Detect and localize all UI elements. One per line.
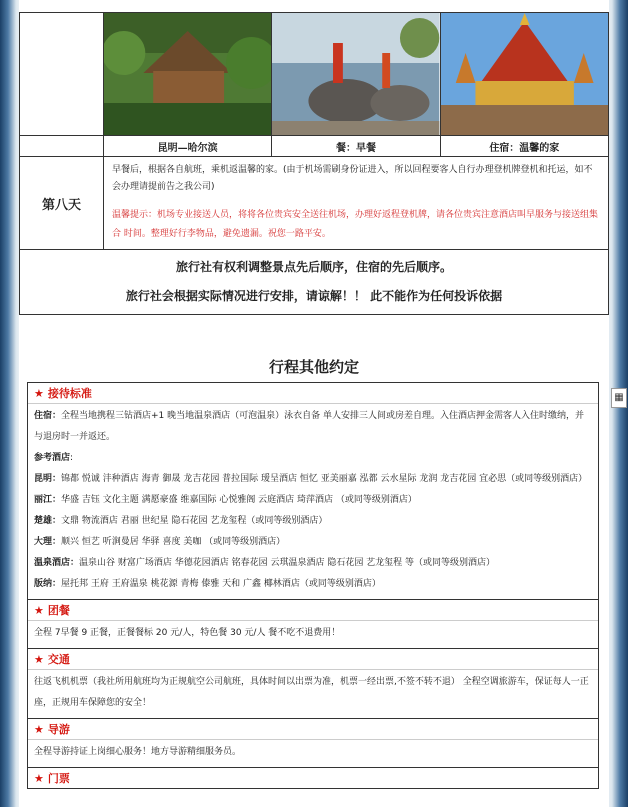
section-title: 团餐 [47,604,70,617]
term-line: 丽江：华盛 吉钰 文化主题 满愿豪盛 维嘉国际 心悦雅阁 云庭酒店 琦萍酒店 （或同等级别酒店） [34,495,417,505]
section-reception-standard [28,383,598,600]
document-page [19,0,609,807]
terms-heading: 行程其他约定 [268,358,359,376]
lodging-label: 住宿：温馨的家 [489,142,560,154]
day-detail [104,157,608,249]
term-line: 全程导游持证上岗细心服务！地方导游精细服务员。 [34,747,242,757]
notice-row [20,250,608,314]
section-title: 接待标准 [47,387,92,400]
star-icon: ★ [34,386,44,400]
section-tickets [28,768,598,788]
term-line: 楚雄：文鼎 物流酒店 君丽 世纪星 隐石花园 艺龙玺程（或同等级别酒店） [34,516,328,526]
notice-block [20,250,608,314]
term-line: 温泉酒店：温泉山谷 财富广场酒店 华德花园酒店 铭春花园 云琪温泉酒店 隐石花园 艺龙玺程 等（或同等级别酒店） [34,558,496,568]
section-group-meals [28,600,598,649]
section-title: 门票 [47,772,70,785]
meals-label: 餐：早餐 [272,136,440,156]
blank-cell [20,13,104,135]
section-title: 交通 [47,653,70,666]
info-row [20,136,608,157]
term-line: 大理：顺兴 恒艺 听涧曼居 华驿 喜度 美咖 （或同等级别酒店） [34,537,286,547]
notice-2: 旅行社会根据实际情况进行安排，请谅解！！ 此不能作为任何投诉依据 [125,289,503,303]
term-line: 参考酒店: [34,453,74,463]
qr-code-icon[interactable]: ▦ [611,388,627,408]
thai-house-photo [104,13,272,135]
warm-tip: 温馨提示：机场专业接送人员，将将各位贵宾安全送往机场，办理好返程登机牌，请各位贵宾注意酒店叫早服务与接送组集合 时间。整理好行李物品，避免遗漏。祝您一路平安。 [112,210,599,239]
term-line: 昆明：锦都 悦诚 沣种酒店 海青 御晟 龙吉花园 普拉国际 瑷呈酒店 恒忆 亚美丽嘉 泓都 云水星际 龙润 龙吉花园 宜必思（或同等级别酒店） [34,474,588,484]
elephant-show-photo [272,13,440,135]
day-row [20,157,608,250]
day-schedule-table [19,12,609,315]
section-guide [28,719,598,768]
star-icon: ★ [34,771,44,785]
star-icon: ★ [34,652,44,666]
star-icon: ★ [34,603,44,617]
term-line: 版纳：屋托邦 王府 王府温泉 桃花源 青梅 傣雅 天和 广鑫 椰林酒店（或同等级别酒店） [34,579,381,589]
section-transport [28,649,598,719]
section-title: 导游 [47,723,70,736]
day-label: 第八天 [20,157,104,249]
term-line: 往返飞机机票（我社所用航班均为正规航空公司航班，具体时间以出票为准，机票一经出票,不签不转不退） 全程空调旅游车，保证每人一正座，正规用车保障您的安全！ [34,677,589,708]
notice-1: 旅行社有权利调整景点先后顺序，住宿的先后顺序。 [175,260,452,274]
term-line: 全程 7早餐 9 正餐，正餐餐标 20 元/人，特色餐 30 元/人 餐不吃不退费用！ [34,628,341,638]
photo-row [20,13,608,136]
route-label: 昆明—哈尔滨 [104,136,272,156]
term-line: 住宿：全程当地携程三钻酒店+1 晚当地温泉酒店（可泡温泉）泳衣自备 单人安排三人间或房差自理。入住酒店押金需客人入住时缴纳，并与退房时一并返还。 [34,411,585,442]
terms-table [27,382,599,789]
temple-photo [441,13,608,135]
star-icon: ★ [34,722,44,736]
blank-cell [20,136,104,156]
day-description: 早餐后，根据各自航班，乘机返温馨的家。(由于机场需刷身份证进入，所以回程要客人自行办理登机牌登机和托运，如不会办理请提前告之我公司) [112,165,593,192]
